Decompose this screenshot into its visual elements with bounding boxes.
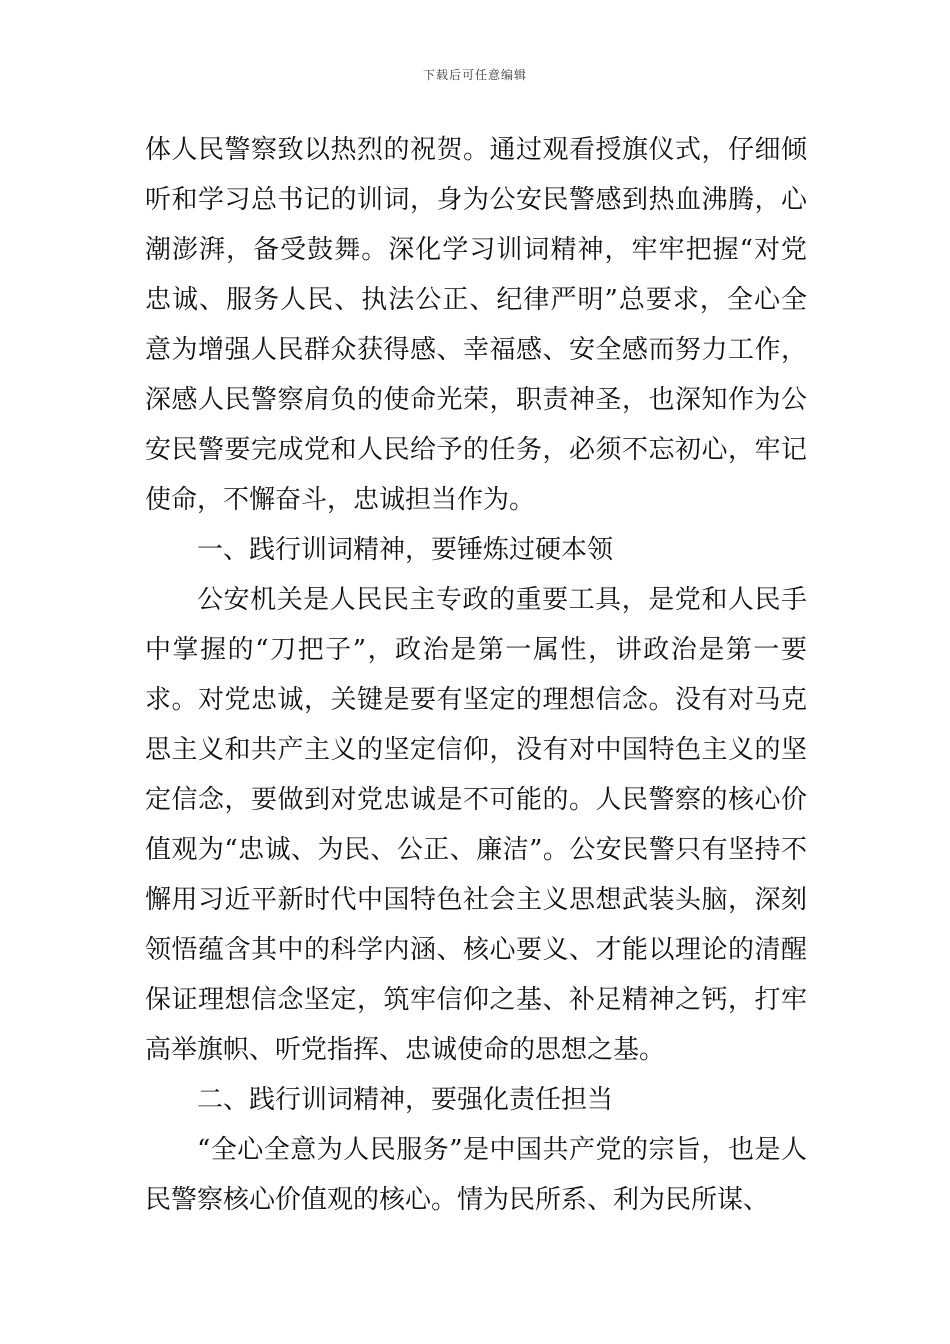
paragraph-1: 体人民警察致以热烈的祝贺。通过观看授旗仪式，仔细倾听和学习总书记的训词，身为公安民警感到热血沸腾，心潮澎湃，备受鼓舞。深化学习训词精神，牢牢把握“对党忠诚、服务人民、执法公正、纪律严明”总要求，全心全意为增强人民群众获得感、幸福感、安全感而努力工作，深感人民警察肩负的使命光荣，职责神圣，也深知作为公安民警要完成党和人民给予的任务，必须不忘初心，牢记使命，不懈奋斗，忠诚担当作为。: [145, 135, 807, 515]
section-heading-2: 二、践行训词精神，要强化责任担当: [197, 1085, 614, 1115]
paragraph-3: “全心全意为人民服务”是中国共产党的宗旨，也是人民警察核心价值观的核心。情为民所系、利为民所谋、: [145, 1135, 807, 1215]
paragraph-2: 公安机关是人民民主专政的重要工具，是党和人民手中掌握的“刀把子”，政治是第一属性，讲政治是第一要求。对党忠诚，关键是要有坚定的理想信念。没有对马克思主义和共产主义的坚定信仰，没有对中国特色主义的坚定信念，要做到对党忠诚是不可能的。人民警察的核心价值观为“忠诚、为民、公正、廉洁”。公安民警只有坚持不懈用习近平新时代中国特色社会主义思想武装头脑，深刻领悟蕴含其中的科学内涵、核心要义、才能以理论的清醒保证理想信念坚定，筑牢信仰之基、补足精神之钙，打牢高举旗帜、听党指挥、忠诚使命的思想之基。: [145, 585, 807, 1065]
section-heading-1: 一、践行训词精神，要锤炼过硬本领: [197, 535, 614, 565]
document-body: [145, 125, 807, 1225]
page-header: 下载后可任意编辑: [422, 68, 527, 82]
